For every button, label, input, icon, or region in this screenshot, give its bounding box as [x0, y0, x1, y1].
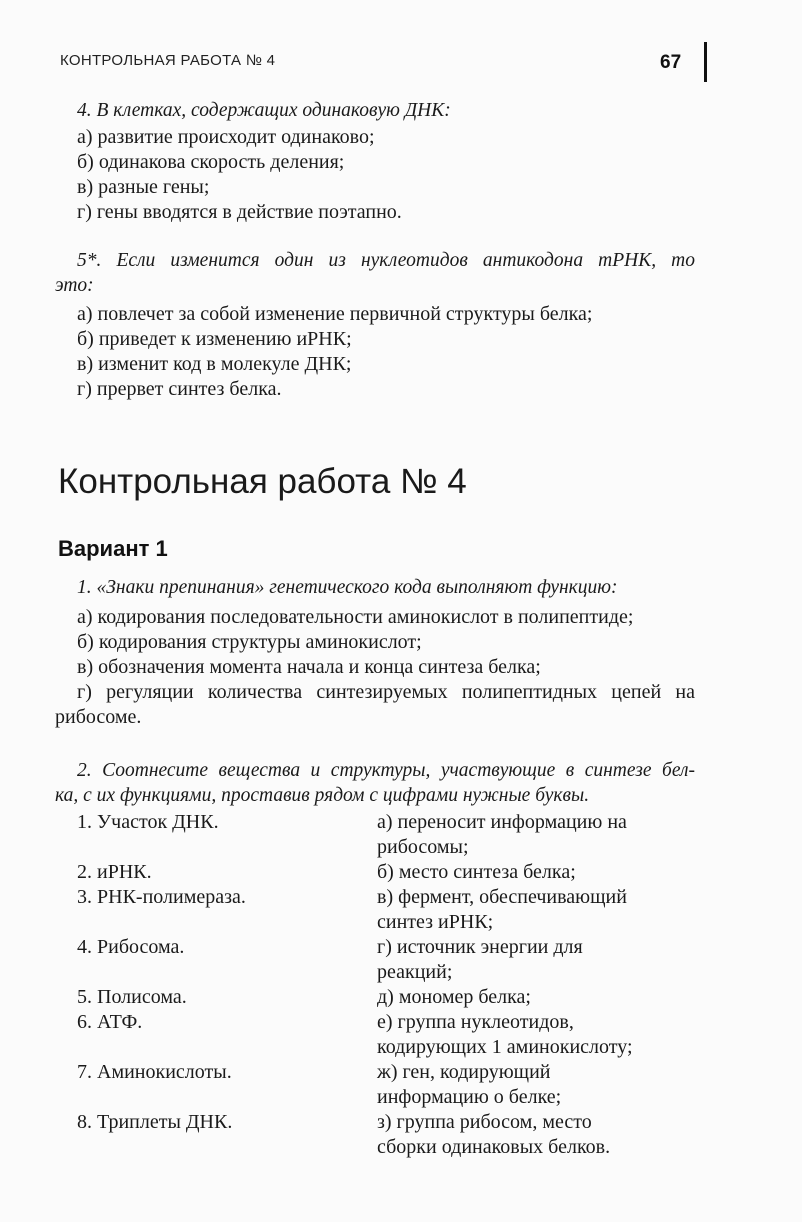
section-title: Контрольная работа № 4: [58, 462, 467, 501]
left-cell: [55, 835, 377, 860]
left-cell: [55, 1035, 377, 1060]
option: г) прервет синтез белка.: [77, 378, 282, 400]
left-cell: 1. Участок ДНК.: [77, 811, 219, 833]
option: в) разные гены;: [77, 176, 210, 198]
option: в) обозначения момента начала и конца синтеза белка;: [77, 656, 541, 678]
right-cell: сборки одинаковых белков.: [377, 1136, 611, 1158]
left-cell: [55, 910, 377, 935]
option: б) одинакова скорость деления;: [77, 151, 345, 173]
question-prompt-line-1: 5*. Если изменится один из нуклеотидов антикодона тРНК, то: [77, 250, 695, 271]
page-header: [60, 50, 720, 80]
question-prompt-line-2: это:: [55, 275, 94, 296]
variant1-question-2: [55, 758, 695, 808]
table-row: [55, 1135, 695, 1160]
table-row: [55, 885, 695, 910]
right-cell: г) источник энергии для: [377, 936, 583, 958]
left-cell: 6. АТФ.: [77, 1011, 143, 1033]
left-cell: [55, 1135, 377, 1160]
right-cell: реакций;: [377, 961, 453, 983]
right-cell: в) фермент, обеспечивающий: [377, 886, 627, 908]
table-row: [55, 935, 695, 960]
table-row: [55, 910, 695, 935]
table-row: [55, 1010, 695, 1035]
running-head: КОНТРОЛЬНАЯ РАБОТА № 4: [60, 52, 276, 69]
table-row: [55, 1085, 695, 1110]
variant1-question-1: [55, 575, 695, 730]
question-prompt-line-2: ка, с их функциями, проставив рядом с цифрами нужные буквы.: [55, 785, 590, 806]
left-cell: [55, 960, 377, 985]
left-cell: 2. иРНК.: [77, 861, 152, 883]
page-number: 67: [660, 52, 682, 73]
right-cell: рибосомы;: [377, 836, 469, 858]
left-cell: [55, 1085, 377, 1110]
table-row: [55, 810, 695, 835]
table-row: [55, 860, 695, 885]
matching-table: [55, 810, 695, 1160]
right-cell: ж) ген, кодирующий: [377, 1061, 551, 1083]
option: б) кодирования структуры аминокислот;: [77, 631, 422, 653]
right-cell: синтез иРНК;: [377, 911, 494, 933]
option: г) регуляции количества синтезируемых полипептидных цепей на: [77, 681, 695, 703]
table-row: [55, 1110, 695, 1135]
right-cell: д) мономер белка;: [377, 986, 531, 1008]
variant-title: Вариант 1: [58, 536, 168, 561]
question-prompt-line-1: 2. Соотнесите вещества и структуры, участвующие в синтезе бел-: [77, 760, 695, 781]
option: а) развитие происходит одинаково;: [77, 126, 375, 148]
left-cell: 5. Полисома.: [77, 986, 187, 1008]
table-row: [55, 985, 695, 1010]
table-row: [55, 1035, 695, 1060]
option: а) кодирования последовательности аминокислот в полипептиде;: [77, 606, 634, 628]
right-cell: а) переносит информацию на: [377, 811, 627, 833]
option: в) изменит код в молекуле ДНК;: [77, 353, 352, 375]
option-continuation: рибосоме.: [55, 706, 142, 728]
table-row: [55, 1060, 695, 1085]
option: б) приведет к изменению иРНК;: [77, 328, 352, 350]
question-prompt: 1. «Знаки препинания» генетического кода выполняют функцию:: [77, 577, 618, 598]
right-cell: информацию о белке;: [377, 1086, 562, 1108]
header-rule: [704, 42, 707, 82]
right-cell: е) группа нуклеотидов,: [377, 1011, 574, 1033]
table-row: [55, 960, 695, 985]
left-cell: 8. Триплеты ДНК.: [77, 1111, 233, 1133]
table-row: [55, 835, 695, 860]
right-cell: з) группа рибосом, место: [377, 1111, 592, 1133]
question-5: [55, 248, 695, 402]
question-4: [55, 98, 695, 225]
option: г) гены вводятся в действие поэтапно.: [77, 201, 402, 223]
right-cell: б) место синтеза белка;: [377, 861, 576, 883]
left-cell: 4. Рибосома.: [77, 936, 185, 958]
option: а) повлечет за собой изменение первичной структуры белка;: [77, 303, 593, 325]
right-cell: кодирующих 1 аминокислоту;: [377, 1036, 633, 1058]
left-cell: 3. РНК-полимераза.: [77, 886, 246, 908]
left-cell: 7. Аминокислоты.: [77, 1061, 232, 1083]
question-prompt: 4. В клетках, содержащих одинаковую ДНК:: [77, 100, 451, 121]
